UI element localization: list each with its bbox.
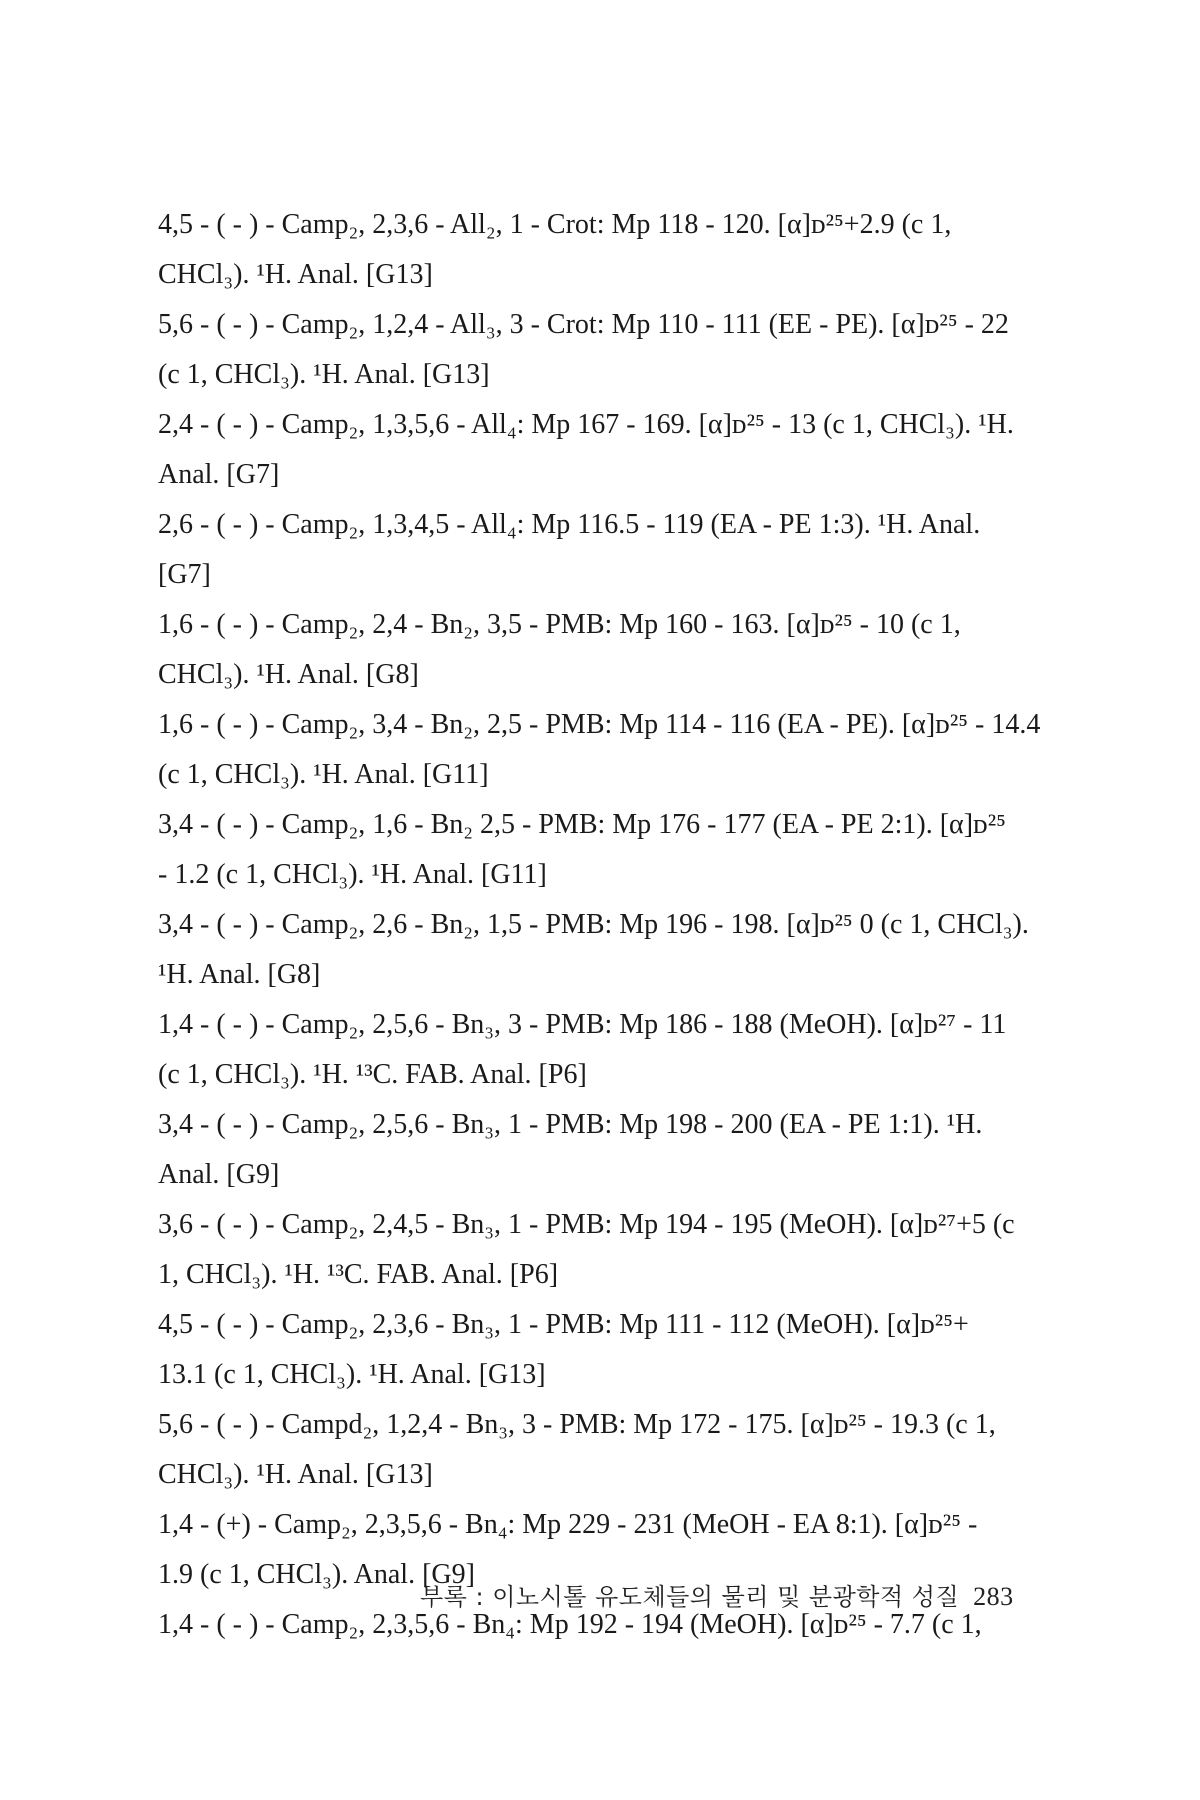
- entry-line-2: CHCl₃). ¹H. Anal. [G13]: [158, 1459, 433, 1490]
- running-footer-title: 부록 : 이노시톨 유도체들의 물리 및 분광학적 성질: [420, 1583, 960, 1611]
- entry-line-2: - 1.2 (c 1, CHCl₃). ¹H. Anal. [G11]: [158, 859, 547, 890]
- entry-line-1: 2,6 - ( - ) - Camp₂, 1,3,4,5 - All₄: Mp 116.5 - 119 (EA - PE 1:3). ¹H. Anal.: [158, 509, 981, 540]
- compound-entry: [158, 200, 1043, 300]
- compound-entry: [158, 1300, 1043, 1400]
- entry-line-1: 4,5 - ( - ) - Camp₂, 2,3,6 - Bn₃, 1 - PMB: Mp 111 - 112 (MeOH). [α]ᴅ²⁵+: [158, 1309, 969, 1340]
- compound-entry: [158, 500, 1043, 600]
- entry-line-2: 1, CHCl₃). ¹H. ¹³C. FAB. Anal. [P6]: [158, 1259, 559, 1290]
- compound-entry: [158, 1400, 1043, 1500]
- compound-entry: [158, 600, 1043, 700]
- entry-line-1: 3,4 - ( - ) - Camp₂, 2,5,6 - Bn₃, 1 - PMB: Mp 198 - 200 (EA - PE 1:1). ¹H.: [158, 1109, 983, 1140]
- entry-line-2: 1.9 (c 1, CHCl₃). Anal. [G9]: [158, 1559, 475, 1590]
- entry-line-1: 1,4 - (+) - Camp₂, 2,3,5,6 - Bn₄: Mp 229 - 231 (MeOH - EA 8:1). [α]ᴅ²⁵ -: [158, 1509, 978, 1540]
- entry-line-1: 1,6 - ( - ) - Camp₂, 2,4 - Bn₂, 3,5 - PMB: Mp 160 - 163. [α]ᴅ²⁵ - 10 (c 1,: [158, 609, 961, 640]
- entry-line-2: (c 1, CHCl₃). ¹H. ¹³C. FAB. Anal. [P6]: [158, 1059, 587, 1090]
- compound-entry: [158, 900, 1043, 1000]
- entry-line-2: (c 1, CHCl₃). ¹H. Anal. [G11]: [158, 759, 489, 790]
- entry-line-1: 3,4 - ( - ) - Camp₂, 1,6 - Bn₂ 2,5 - PMB: Mp 176 - 177 (EA - PE 2:1). [α]ᴅ²⁵: [158, 809, 1006, 840]
- entry-line-2: Anal. [G7]: [158, 459, 280, 490]
- entry-line-2: CHCl₃). ¹H. Anal. [G13]: [158, 259, 433, 290]
- compound-entry: [158, 1000, 1043, 1100]
- entry-line-1: 1,6 - ( - ) - Camp₂, 3,4 - Bn₂, 2,5 - PMB: Mp 114 - 116 (EA - PE). [α]ᴅ²⁵ - 14.4: [158, 709, 1041, 740]
- entry-line-2: ¹H. Anal. [G8]: [158, 959, 321, 990]
- compound-entry: [158, 1200, 1043, 1300]
- entry-line-2: Anal. [G9]: [158, 1159, 280, 1190]
- entry-line-1: 4,5 - ( - ) - Camp₂, 2,3,6 - All₂, 1 - Crot: Mp 118 - 120. [α]ᴅ²⁵+2.9 (c 1,: [158, 209, 952, 240]
- entry-line-1: 5,6 - ( - ) - Campd₂, 1,2,4 - Bn₃, 3 - PMB: Mp 172 - 175. [α]ᴅ²⁵ - 19.3 (c 1,: [158, 1409, 996, 1440]
- entry-line-2: [G7]: [158, 559, 211, 590]
- page-number: 283: [973, 1582, 1014, 1611]
- page-footer: [420, 1577, 1020, 1617]
- entry-line-2: (c 1, CHCl₃). ¹H. Anal. [G13]: [158, 359, 490, 390]
- entry-line-1: 5,6 - ( - ) - Camp₂, 1,2,4 - All₃, 3 - Crot: Mp 110 - 111 (EE - PE). [α]ᴅ²⁵ - 22: [158, 309, 1009, 340]
- compound-entry: [158, 700, 1043, 800]
- entry-line-1: 2,4 - ( - ) - Camp₂, 1,3,5,6 - All₄: Mp 167 - 169. [α]ᴅ²⁵ - 13 (c 1, CHCl₃). ¹H.: [158, 409, 1014, 440]
- entry-line-1: 3,4 - ( - ) - Camp₂, 2,6 - Bn₂, 1,5 - PMB: Mp 196 - 198. [α]ᴅ²⁵ 0 (c 1, CHCl₃).: [158, 909, 1029, 940]
- compound-entry: [158, 1100, 1043, 1200]
- entry-line-1: 1,4 - ( - ) - Camp₂, 2,3,5,6 - Bn₄: Mp 192 - 194 (MeOH). [α]ᴅ²⁵ - 7.7 (c 1,: [158, 1609, 982, 1640]
- entry-list: [158, 200, 1043, 1650]
- compound-entry: [158, 800, 1043, 900]
- entry-line-1: 1,4 - ( - ) - Camp₂, 2,5,6 - Bn₃, 3 - PMB: Mp 186 - 188 (MeOH). [α]ᴅ²⁷ - 11: [158, 1009, 1007, 1040]
- entry-line-2: 13.1 (c 1, CHCl₃). ¹H. Anal. [G13]: [158, 1359, 546, 1390]
- compound-entry: [158, 400, 1043, 500]
- entry-line-2: CHCl₃). ¹H. Anal. [G8]: [158, 659, 419, 690]
- entry-line-1: 3,6 - ( - ) - Camp₂, 2,4,5 - Bn₃, 1 - PMB: Mp 194 - 195 (MeOH). [α]ᴅ²⁷+5 (c: [158, 1209, 1015, 1240]
- compound-entry: [158, 300, 1043, 400]
